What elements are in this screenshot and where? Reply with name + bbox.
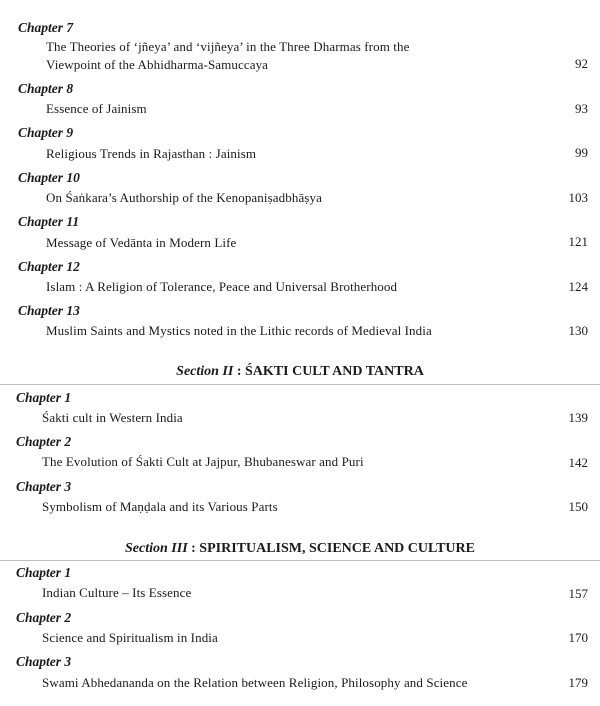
chapter-title: The Theories of ‘jñeya’ and ‘vijñeya’ in the Three Dharmas from the xyxy=(46,39,410,54)
chapter-title: Essence of Jainism xyxy=(46,101,147,116)
chapter-title: Indian Culture – Its Essence xyxy=(42,585,192,600)
page-number: 92 xyxy=(575,56,588,71)
section-heading xyxy=(0,363,600,381)
page-number: 150 xyxy=(568,499,588,514)
chapter-label: Chapter 13 xyxy=(18,303,80,318)
chapter-label: Chapter 2 xyxy=(16,610,72,625)
chapter-label: Chapter 3 xyxy=(16,654,72,669)
chapter-label: Chapter 1 xyxy=(16,390,72,405)
chapter-label: Chapter 8 xyxy=(18,81,74,96)
page-number: 121 xyxy=(568,234,588,249)
page-number: 142 xyxy=(568,455,588,470)
chapter-title: Islam : A Religion of Tolerance, Peace and Universal Brotherhood xyxy=(46,279,398,294)
chapter-title: Religious Trends in Rajasthan : Jainism xyxy=(46,146,257,161)
section-label: Section II xyxy=(176,364,234,379)
chapter-title: The Evolution of Śakti Cult at Jajpur, Bhubaneswar and Puri xyxy=(42,454,364,469)
page-number: 93 xyxy=(575,101,588,116)
section-label: Section III xyxy=(125,541,188,556)
page-number: 157 xyxy=(568,586,588,601)
chapter-label: Chapter 2 xyxy=(16,434,72,449)
chapter-title: Swami Abhedananda on the Relation between Religion, Philosophy and Science xyxy=(42,675,468,690)
chapter-title: Śakti cult in Western India xyxy=(42,410,183,425)
section-heading xyxy=(0,540,600,558)
chapter-label: Chapter 12 xyxy=(18,259,80,274)
chapter-label: Chapter 10 xyxy=(18,170,80,185)
section-title: : SPIRITUALISM, SCIENCE AND CULTURE xyxy=(187,541,475,556)
chapter-label: Chapter 11 xyxy=(18,214,80,229)
page-number: 179 xyxy=(568,675,588,690)
chapter-title: Viewpoint of the Abhidharma-Samuccaya xyxy=(46,57,269,72)
chapter-label: Chapter 7 xyxy=(18,20,74,35)
chapter-label: Chapter 9 xyxy=(18,125,74,140)
page-number: 139 xyxy=(568,410,588,425)
page-number: 103 xyxy=(568,190,588,205)
divider xyxy=(0,560,600,561)
chapter-label: Chapter 3 xyxy=(16,479,72,494)
page-number: 130 xyxy=(568,323,588,338)
chapter-title: Muslim Saints and Mystics noted in the Lithic records of Medieval India xyxy=(46,323,432,338)
chapter-title: Message of Vedānta in Modern Life xyxy=(46,235,237,250)
divider xyxy=(0,384,600,385)
page-number: 99 xyxy=(575,145,588,160)
chapter-title: Symbolism of Maṇḍala and its Various Parts xyxy=(42,499,278,514)
chapter-title: Science and Spiritualism in India xyxy=(42,630,218,645)
chapter-label: Chapter 1 xyxy=(16,565,72,580)
section-title: : ŚAKTI CULT AND TANTRA xyxy=(233,364,424,379)
chapter-title: On Śaṅkara’s Authorship of the Kenopaniṣadbhāṣya xyxy=(46,190,322,205)
page-number: 170 xyxy=(568,630,588,645)
page-number: 124 xyxy=(568,279,588,294)
